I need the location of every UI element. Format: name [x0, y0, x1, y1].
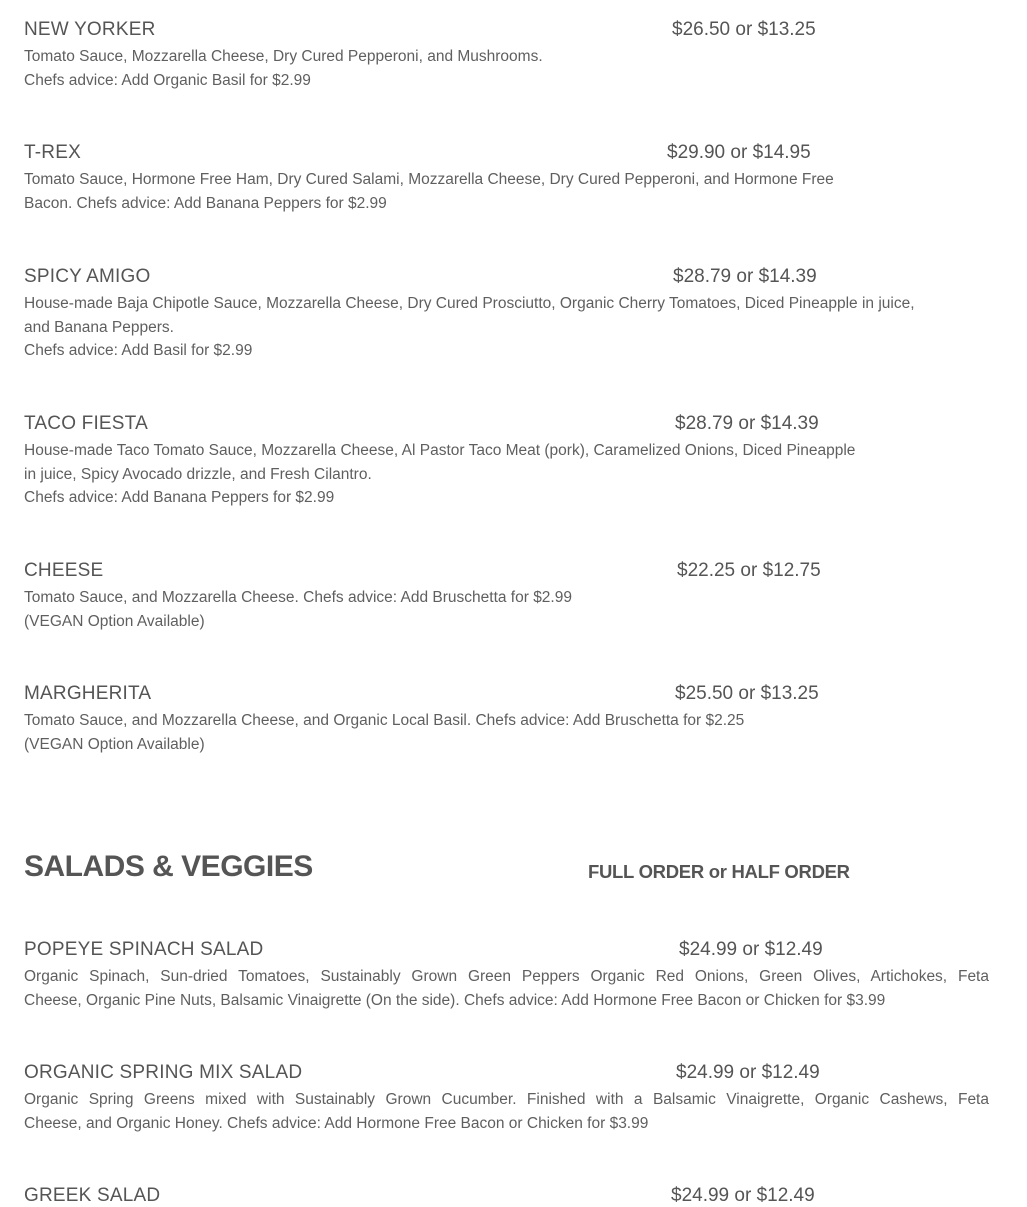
item-description: [24, 965, 989, 1012]
description-line: Tomato Sauce, Mozzarella Cheese, Dry Cured Pepperoni, and Mushrooms.: [24, 48, 543, 65]
item-description: [24, 45, 989, 92]
description-line: House-made Baja Chipotle Sauce, Mozzarella Cheese, Dry Cured Prosciutto, Organic Cherry Tomatoes, Diced Pineapple in juice,: [24, 295, 915, 312]
description-line: Chefs advice: Add Organic Basil for $2.99: [24, 71, 311, 89]
description-line: Chefs advice: Add Basil for $2.99: [24, 342, 253, 359]
item-price: $26.50 or $13.25: [672, 19, 816, 40]
description-line: Bacon. Chefs advice: Add Banana Peppers for $2.99: [24, 194, 387, 212]
item-name: GREEK SALAD: [24, 1185, 161, 1206]
section-title: SALADS & VEGGIES: [24, 850, 313, 883]
item-description: [24, 709, 989, 756]
item-price: $29.90 or $14.95: [667, 142, 811, 163]
item-name: TACO FIESTA: [24, 413, 148, 434]
item-description: [24, 586, 989, 633]
description-line: Organic Spring Greens mixed with Sustainably Grown Cucumber. Finished with a Balsamic Vinaigrette, Organic Cashews, Feta: [24, 1091, 989, 1108]
description-line: and Banana Peppers.: [24, 318, 174, 336]
description-line: in juice, Spicy Avocado drizzle, and Fresh Cilantro.: [24, 465, 372, 483]
item-name: ORGANIC SPRING MIX SALAD: [24, 1062, 303, 1083]
description-line: Chefs advice: Add Banana Peppers for $2.99: [24, 489, 335, 506]
item-description: [24, 168, 989, 215]
description-line: Tomato Sauce, Hormone Free Ham, Dry Cured Salami, Mozzarella Cheese, Dry Cured Pepperoni, and Hormone Free: [24, 171, 834, 188]
item-price: $22.25 or $12.75: [677, 560, 821, 581]
description-line: Organic Spinach, Sun-dried Tomatoes, Sustainably Grown Green Peppers Organic Red Onions, Green Olives, Artichokes, Feta: [24, 968, 989, 985]
item-price: $24.99 or $12.49: [676, 1062, 820, 1083]
description-line: Tomato Sauce, and Mozzarella Cheese. Chefs advice: Add Bruschetta for $2.99: [24, 589, 572, 606]
item-name: POPEYE SPINACH SALAD: [24, 939, 264, 960]
item-name: MARGHERITA: [24, 683, 152, 704]
description-line: (VEGAN Option Available): [24, 735, 205, 753]
description-line: Cheese, and Organic Honey. Chefs advice: Add Hormone Free Bacon or Chicken for $3.99: [24, 1114, 649, 1132]
item-price: $25.50 or $13.25: [675, 683, 819, 704]
item-price: $24.99 or $12.49: [679, 939, 823, 960]
item-name: NEW YORKER: [24, 19, 156, 40]
description-line: Tomato Sauce, and Mozzarella Cheese, and Organic Local Basil. Chefs advice: Add Bruschetta for $2.25: [24, 712, 745, 729]
item-description: [24, 1088, 989, 1135]
item-name: CHEESE: [24, 560, 104, 581]
item-price: $24.99 or $12.49: [671, 1185, 815, 1206]
item-price: $28.79 or $14.39: [675, 413, 819, 434]
item-price: $28.79 or $14.39: [673, 266, 817, 287]
description-line: House-made Taco Tomato Sauce, Mozzarella Cheese, Al Pastor Taco Meat (pork), Caramelized Onions, Diced Pineapple: [24, 442, 856, 459]
item-name: SPICY AMIGO: [24, 266, 151, 287]
item-description: [24, 439, 989, 510]
item-name: T-REX: [24, 142, 81, 163]
item-description: [24, 292, 989, 363]
description-line: Cheese, Organic Pine Nuts, Balsamic Vinaigrette (On the side). Chefs advice: Add Hormone Free Bacon or Chicken for $3.99: [24, 991, 886, 1009]
description-line: (VEGAN Option Available): [24, 612, 205, 630]
section-subtitle: FULL ORDER or HALF ORDER: [588, 861, 850, 882]
